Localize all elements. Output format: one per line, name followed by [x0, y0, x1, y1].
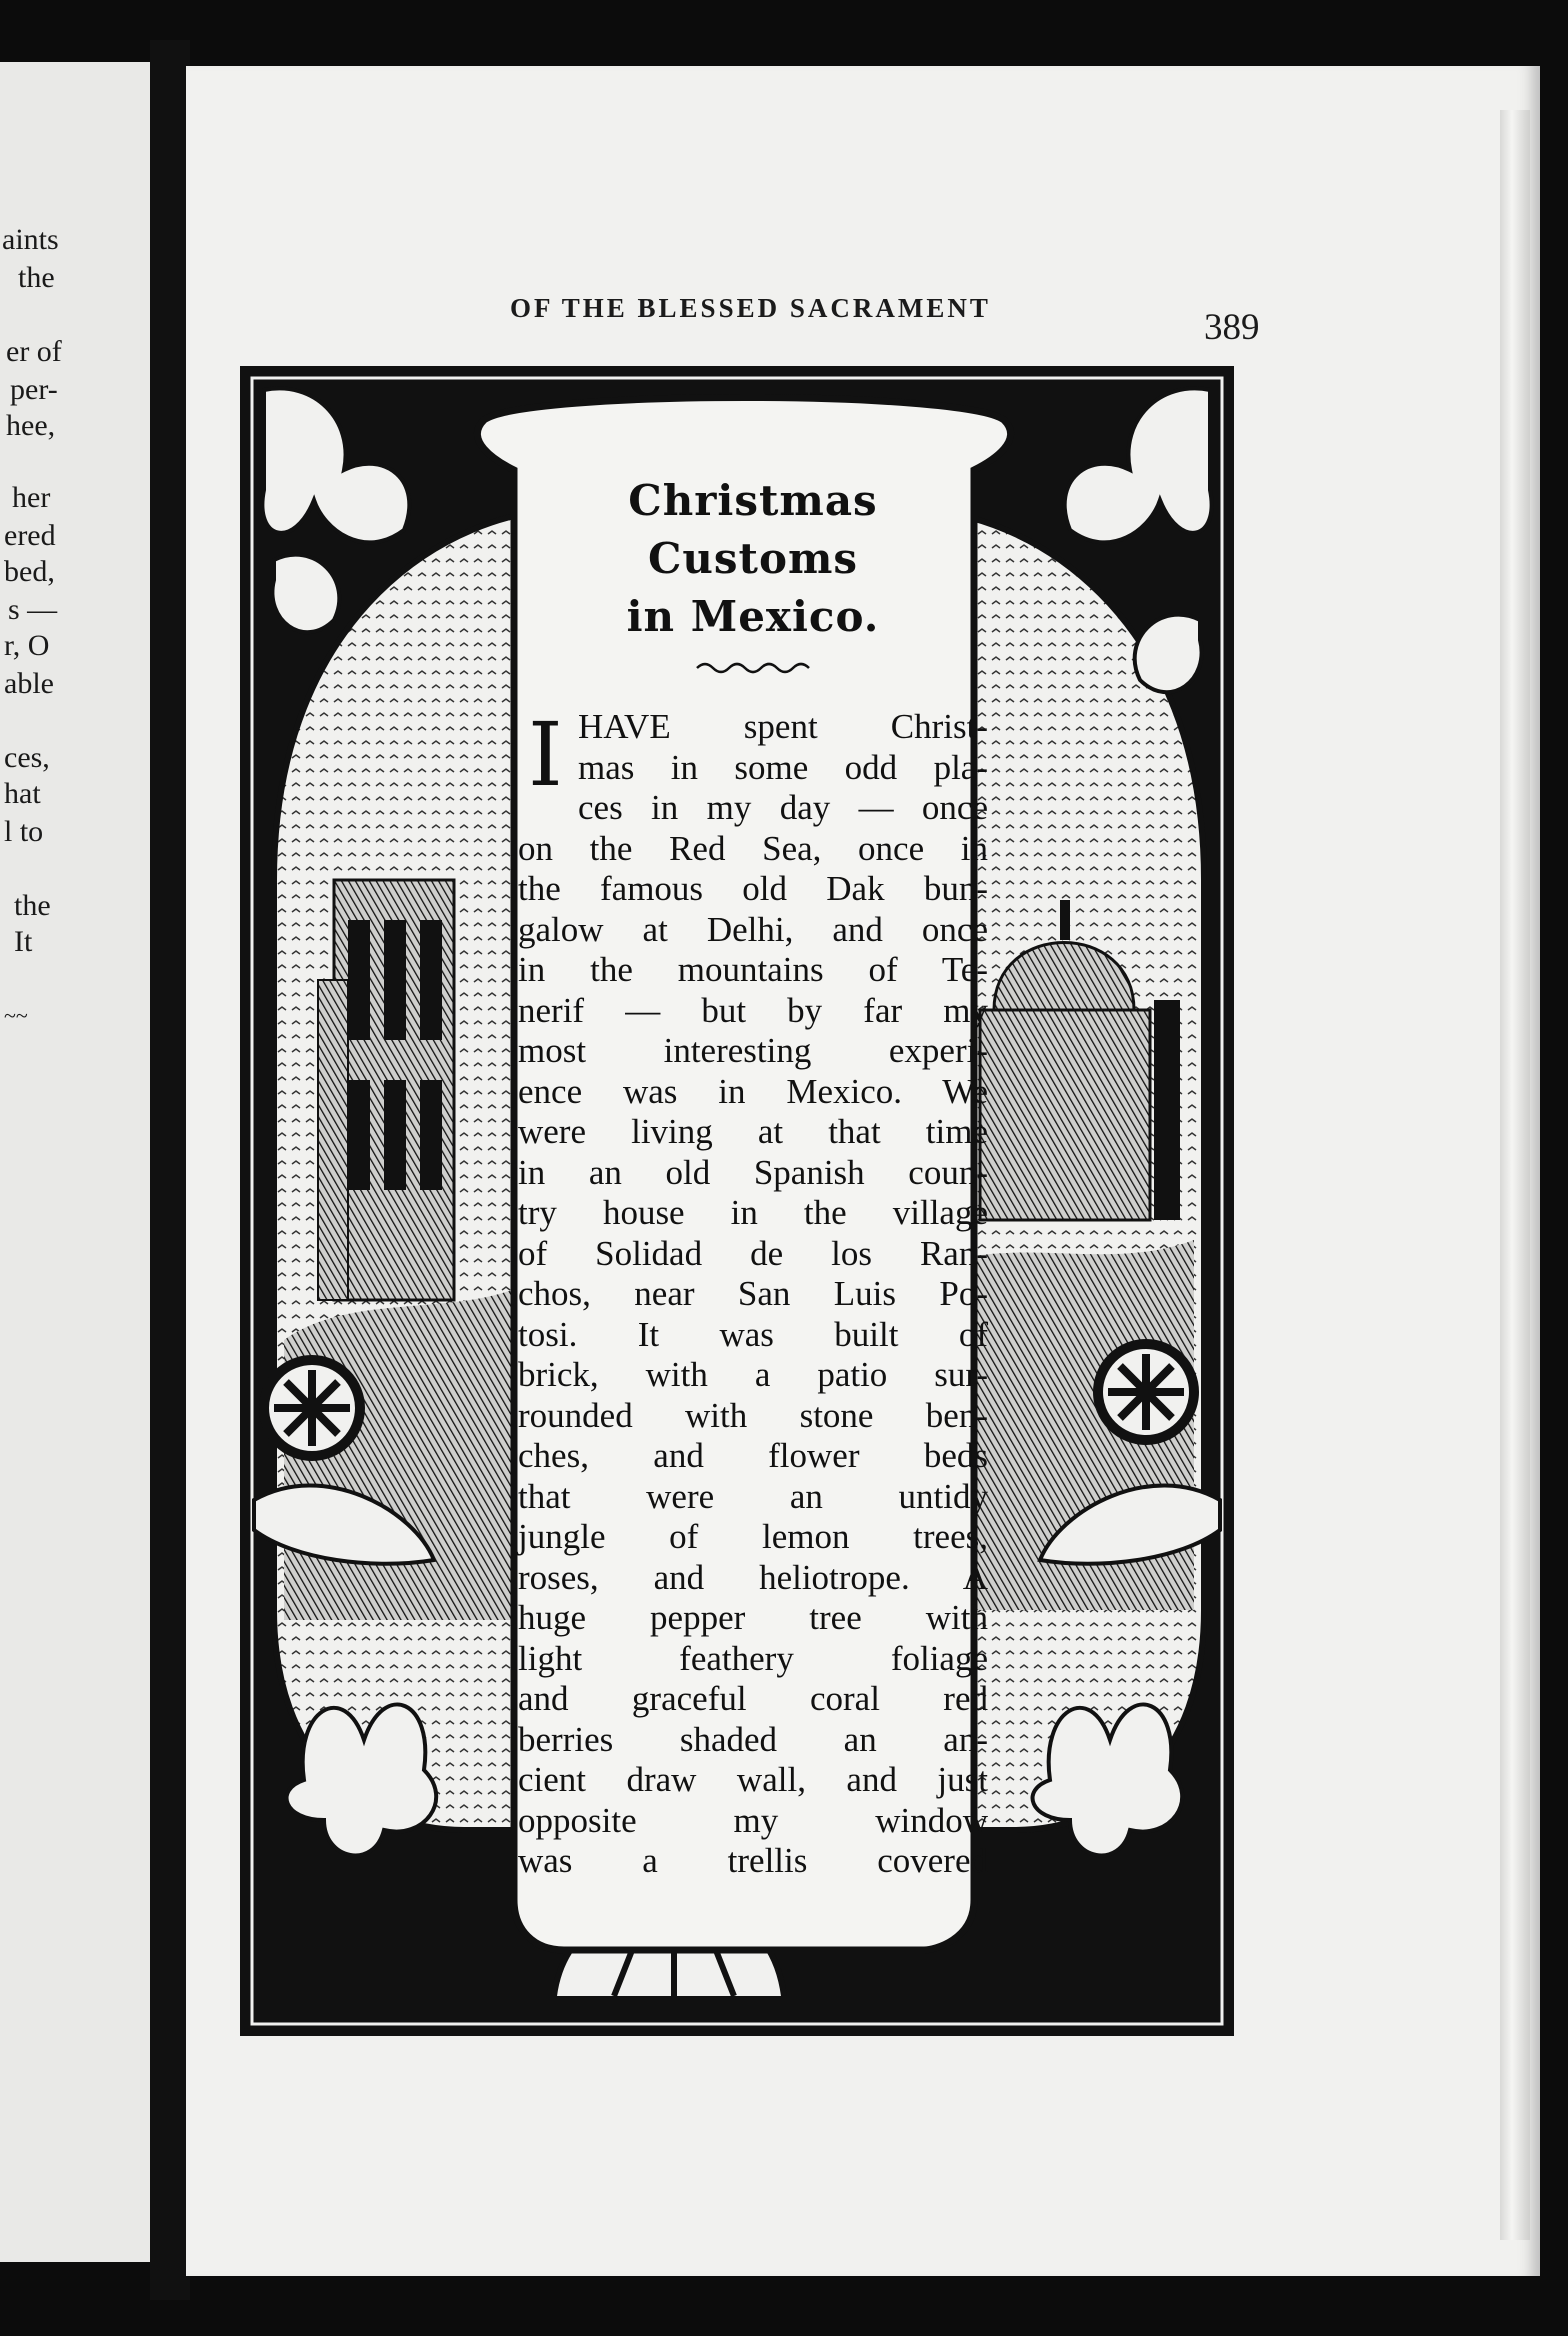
left-fragment: ces,: [4, 741, 50, 774]
left-fragment: the: [18, 261, 55, 294]
body-line: try house in the village: [518, 1193, 988, 1232]
body-line: rounded with stone ben-: [518, 1395, 988, 1435]
left-fragment: ~~: [4, 1003, 28, 1028]
body-line: HAVE spent Christ-: [578, 707, 988, 746]
article-title-line-1: Christmas Customs: [628, 476, 878, 583]
left-fragment: s —: [8, 593, 58, 626]
previous-page: [0, 62, 150, 2262]
left-fragment: l to: [4, 815, 44, 848]
left-fragment: ered: [4, 519, 56, 552]
page-number: 389: [1204, 307, 1260, 348]
left-fragment: hee,: [6, 409, 56, 442]
body-line: galow at Delhi, and once: [518, 909, 988, 949]
body-line: opposite my window: [518, 1800, 988, 1840]
left-fragment: per-: [10, 373, 58, 406]
drop-cap: I: [528, 703, 563, 806]
left-fragment: her: [12, 481, 51, 514]
body-line: the famous old Dak bun-: [518, 869, 988, 908]
body-line: jungle of lemon trees,: [518, 1517, 988, 1556]
article: [518, 472, 988, 1882]
left-fragment: r, O: [4, 629, 50, 662]
body-line: in an old Spanish coun-: [518, 1152, 988, 1192]
article-body: [518, 703, 988, 1882]
left-fragment: able: [4, 667, 54, 700]
body-line: were living at that time: [518, 1112, 988, 1151]
body-line: chos, near San Luis Po-: [518, 1274, 988, 1313]
flourish-icon: [518, 656, 988, 681]
left-fragment: er of: [6, 335, 62, 368]
body-line: berries shaded an an-: [518, 1719, 988, 1759]
body-line: ches, and flower beds: [518, 1436, 988, 1475]
left-fragment: bed,: [4, 555, 55, 588]
left-fragment: aints: [2, 223, 59, 256]
body-line: roses, and heliotrope. A: [518, 1557, 988, 1597]
running-head: OF THE BLESSED SACRAMENT: [510, 293, 991, 323]
body-line: ence was in Mexico. We: [518, 1071, 988, 1111]
left-fragment: hat: [4, 777, 41, 810]
body-line: most interesting experi-: [518, 1031, 988, 1070]
book-gutter: [150, 40, 190, 2300]
body-line: mas in some odd pla-: [578, 747, 988, 787]
page-edge: [1500, 110, 1530, 2240]
body-line: ces in my day — once: [578, 788, 988, 827]
body-line: huge pepper tree with: [518, 1598, 988, 1637]
body-line: that were an untidy: [518, 1476, 988, 1516]
body-line: nerif — but by far my: [518, 990, 988, 1030]
body-line: of Solidad de los Ran-: [518, 1233, 988, 1273]
body-line: was a trellis covered: [518, 1841, 988, 1880]
article-title-line-2: in Mexico.: [626, 592, 880, 641]
left-fragment: It: [14, 925, 33, 958]
body-line: on the Red Sea, once in: [518, 828, 988, 868]
body-line: tosi. It was built of: [518, 1314, 988, 1354]
body-line: and graceful coral red: [518, 1679, 988, 1718]
left-fragment: the: [14, 889, 51, 922]
body-line: cient draw wall, and just: [518, 1760, 988, 1799]
body-line: light feathery foliage: [518, 1638, 988, 1678]
body-line: brick, with a patio sur-: [518, 1355, 988, 1394]
body-line: in the mountains of Te-: [518, 950, 988, 989]
